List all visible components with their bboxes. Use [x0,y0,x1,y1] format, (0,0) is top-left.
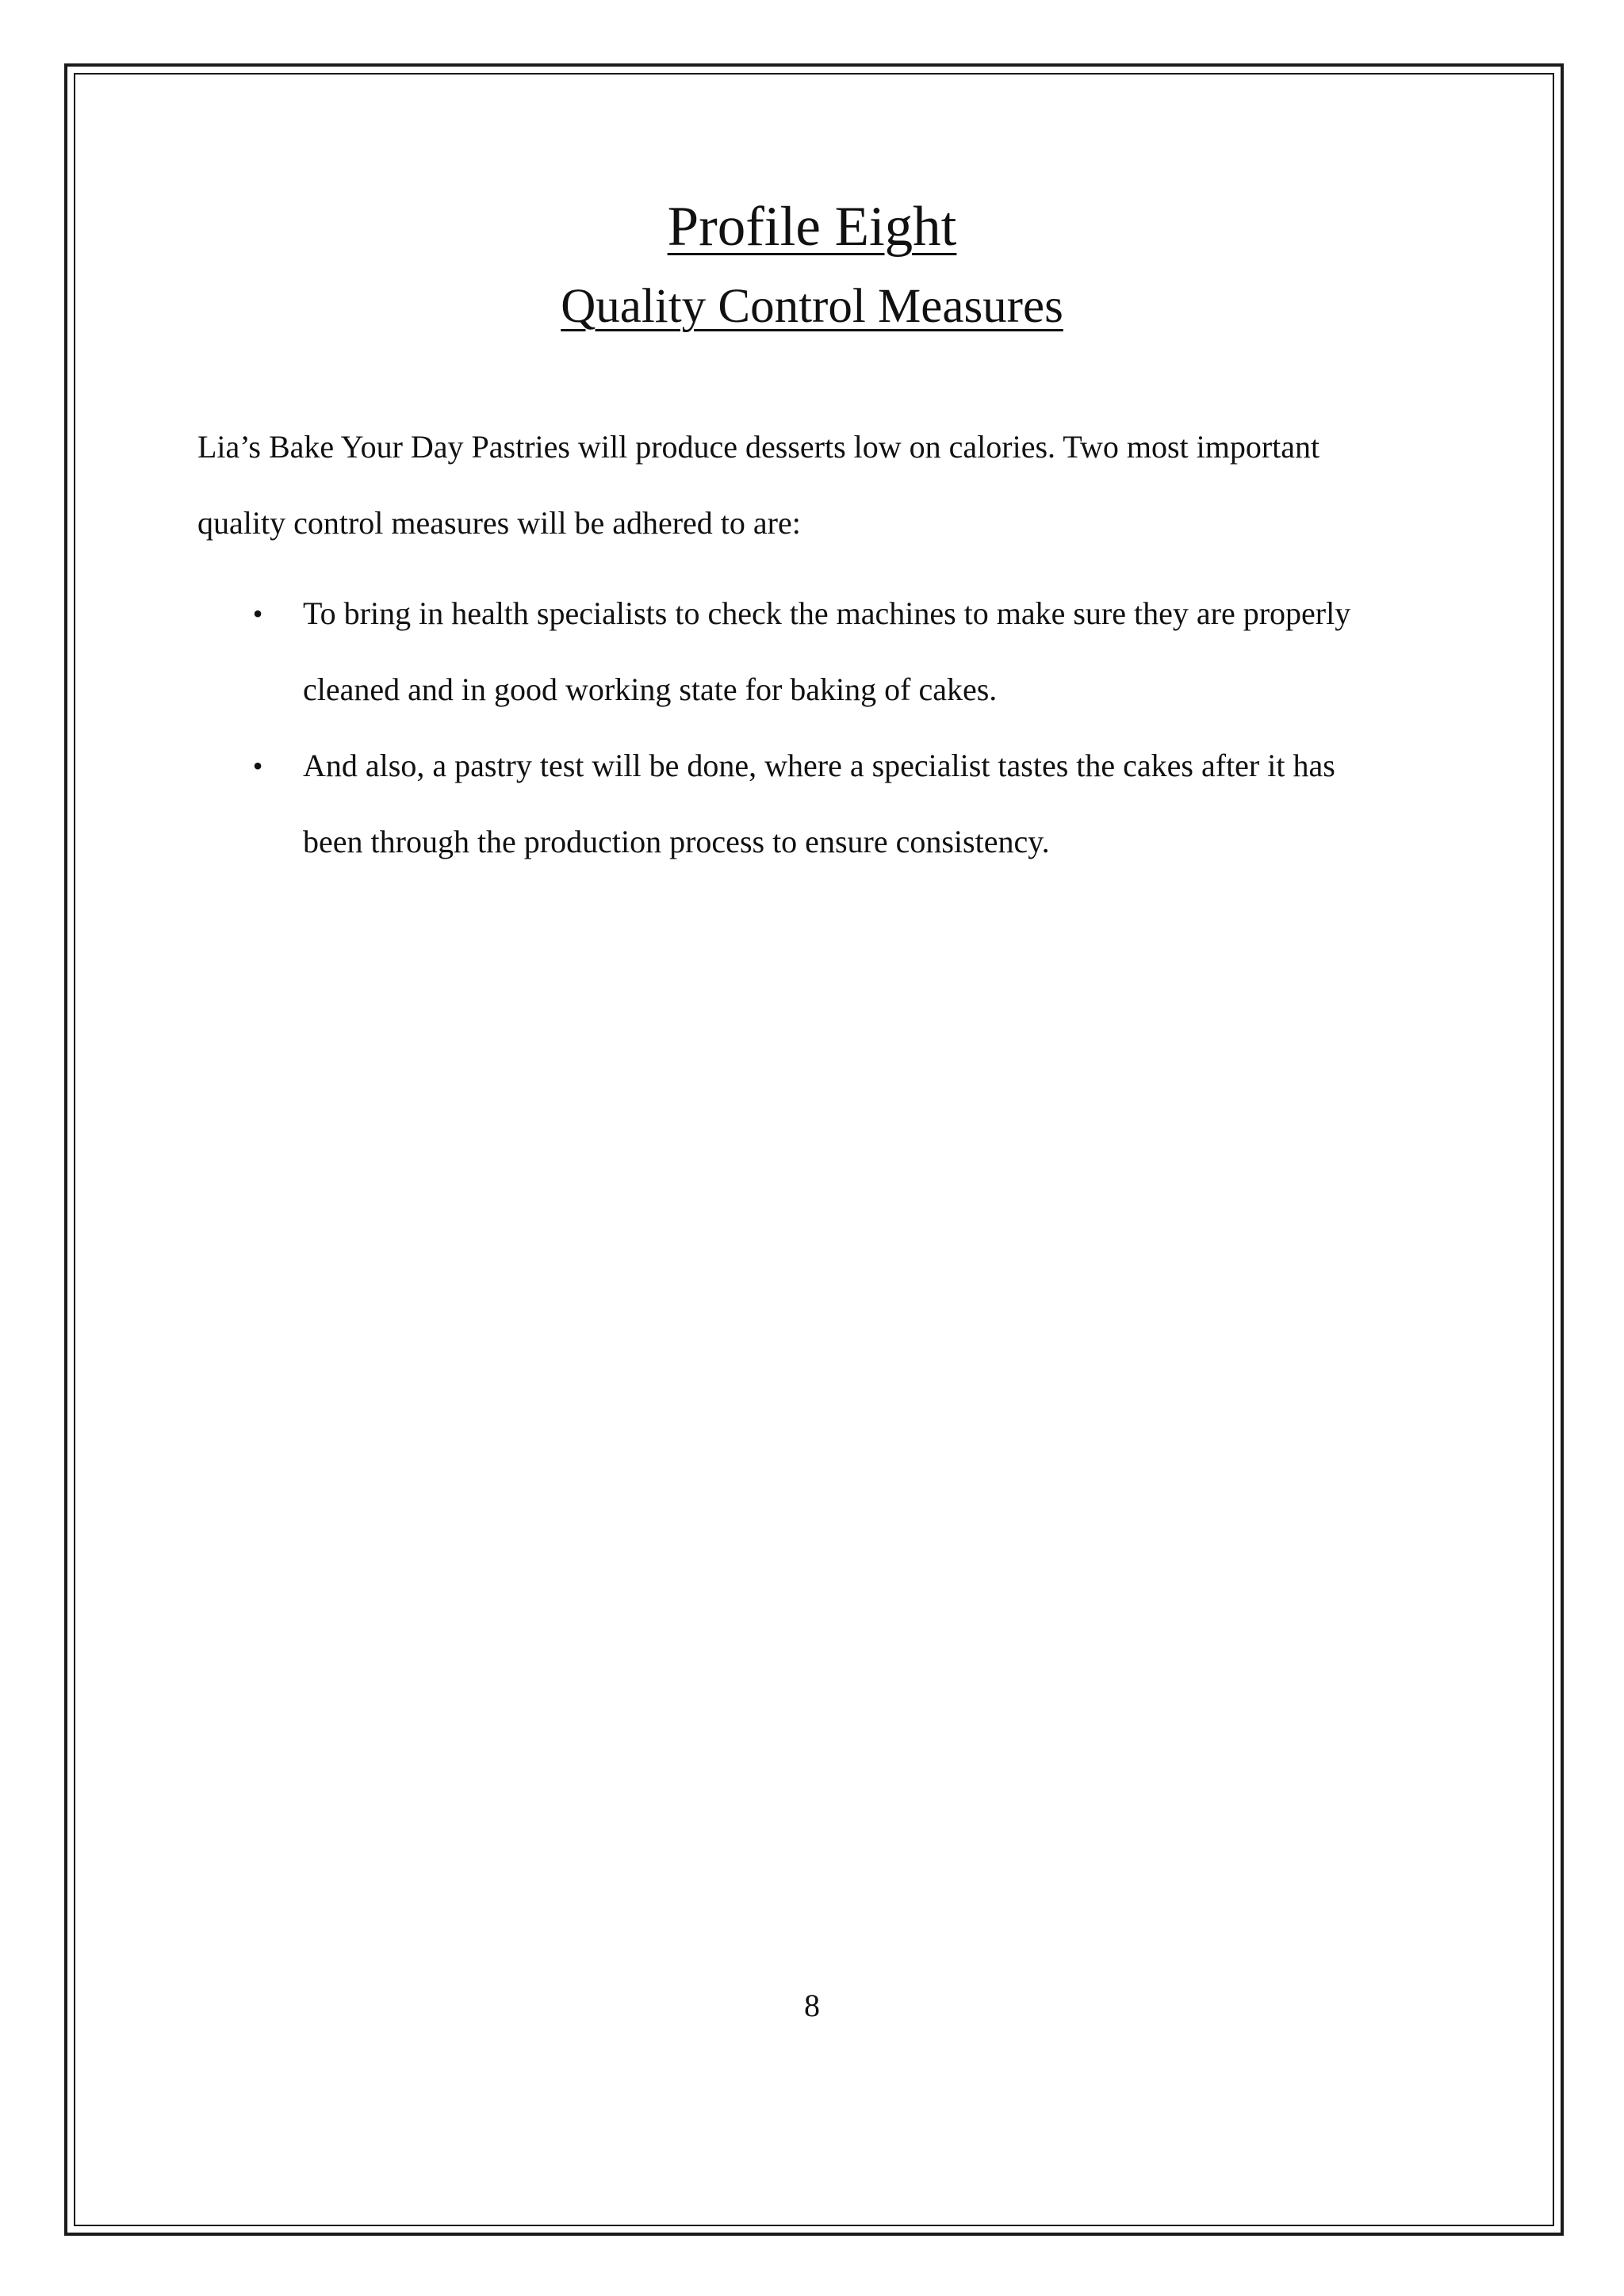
list-item-text: To bring in health specialists to check the machines to make sure they are properly cleaned and in good working state for baking of cakes. [303,595,1351,707]
list-item [197,576,1403,728]
section-subtitle: Quality Control Measures [561,280,1063,333]
page-title: Profile Eight [667,196,957,258]
intro-paragraph: Lia’s Bake Your Day Pastries will produce desserts low on calories. Two most important quality control measures will be adhered to are: [197,429,1320,541]
page-number: 8 [804,1988,820,2023]
page-border-inner [74,73,1554,2226]
list-item-text: And also, a pastry test will be done, where a specialist tastes the cakes after it has been through the production process to ensure consistency. [303,748,1335,859]
list-item [197,728,1403,880]
quality-measures-list [197,576,1403,880]
bullet-icon: • [252,598,263,629]
bullet-icon: • [252,750,263,782]
